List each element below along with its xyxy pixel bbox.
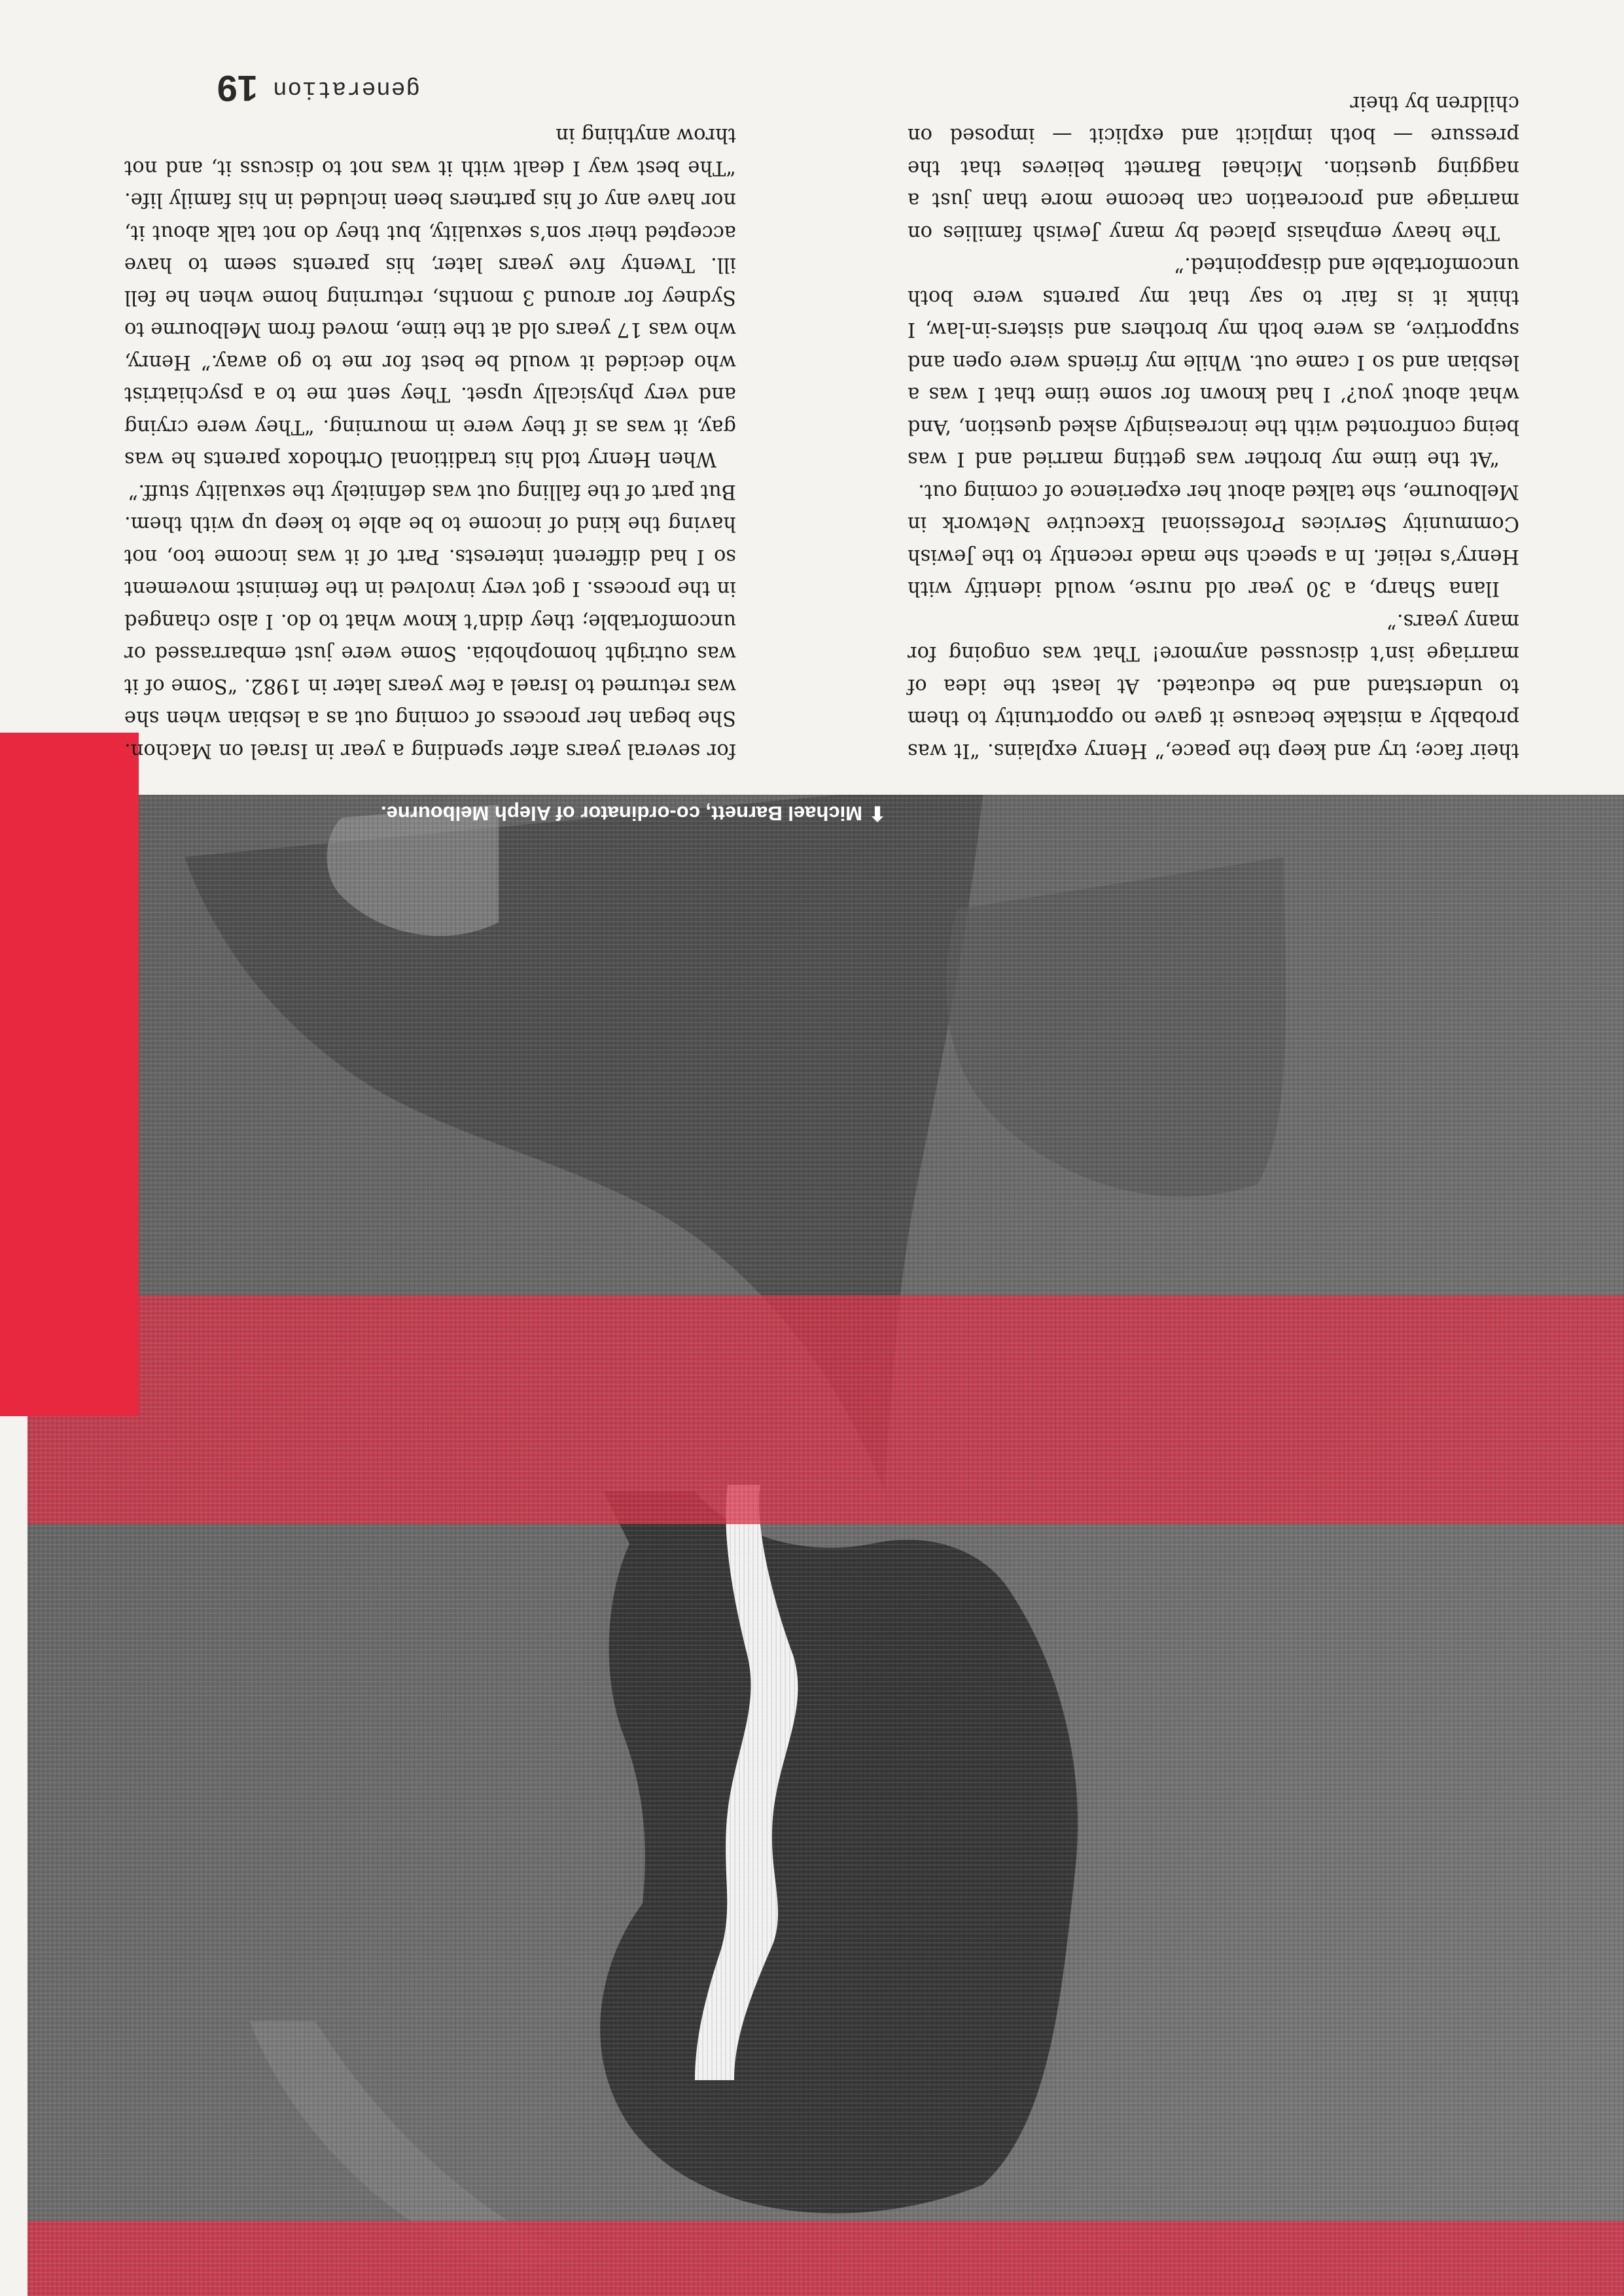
page-number: 19 (217, 68, 258, 109)
paragraph: The heavy emphasis placed by many Jewish families on marriage and procreation can become more than just a nagging question. Michael Barnett believes that the pressure — both implicit and explicit — imposed on children by their (908, 92, 1519, 244)
paragraph: Ilana Sharp, a 30 year old nurse, would identify with Henry’s relief. In a speech she made recently to the Jewish Community Services Professional Executive Network in Melbourne, she talked about her experience of coming out. (908, 480, 1519, 600)
caption-text: Michael Barnett, co-ordinator of Aleph Melbourne. (381, 802, 863, 825)
portrait-photo (27, 795, 1624, 2296)
arrow-up-icon: ⬆ (869, 802, 886, 825)
paragraph: When Henry told his traditional Orthodox parents he was gay, it was as if they were in mourning. “They were crying and very physically upset. They sent me to a psychiatrist who decided it would be best for me to go away.” Henry, who was 17 years old at the time, moved from Melbourne to Sydney for around 3 months, returning home when he fell ill. Twenty five years later, his parents seem to have accepted their son’s sexuality, but they do not talk about it, nor have any of his partners been included in his family life. “The best way I dealt with it was not to discuss it, and not throw anything in (124, 124, 736, 471)
paragraph: for several years after spending a year in Israel on Machon. She began her process of coming out as a lesbian when she was returned to Israel a few years later in 1982. “Some of it was outright homophobia. Some were just embarrassed or uncomfortable; they didn’t know what to do. I also changed in the process. I got very involved in the feminist movement so I had different interests. Part of it was income too, not having the kind of income to be able to keep up with them. But part of the falling out was definitely the sexuality stuff.” (124, 480, 736, 762)
red-accent-block (0, 733, 139, 1416)
paragraph: their face; try and keep the peace,” Henry explains. “It was probably a mistake because it gave no opportunity to them to understand and be educated. At least the idea of marriage isn’t discussed anymore! That was ongoing for many years.” (908, 610, 1519, 762)
page-footer (145, 67, 420, 110)
text-column-left (908, 87, 1519, 767)
paragraph: “At the time my brother was getting married and I was being confronted with the increasingly asked question, ‘And what about you?’ I had known for some time that I was a lesbian and so I came out. While my friends were open and supportive, as were both my brothers and sisters-in-law, I think it is fair to say that my parents were both uncomfortable and disappointed.” (908, 253, 1519, 471)
portrait-illustration (27, 795, 1624, 2296)
photo-caption (35, 801, 886, 826)
publication-name: generation (272, 75, 420, 102)
text-column-right (124, 119, 736, 767)
